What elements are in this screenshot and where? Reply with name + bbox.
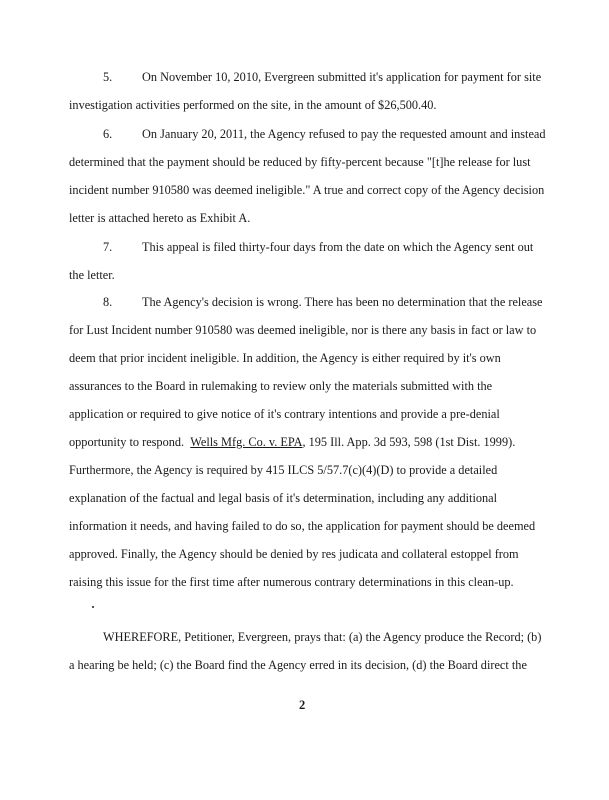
paragraph-5-first-line: On November 10, 2010, Evergreen submitted it's application for payment for site <box>142 70 542 84</box>
paragraph-8-line: approved. Finally, the Agency should be denied by res judicata and collateral estoppel from <box>69 547 519 561</box>
paragraph-8-line: for Lust Incident number 910580 was deemed ineligible, nor is there any basis in fact or law to <box>69 323 537 337</box>
page-number: 2 <box>299 698 306 712</box>
paragraph-8-line: information it needs, and having failed to do so, the application for payment should be deemed <box>69 519 536 533</box>
paragraph-7-number: 7. <box>103 240 113 254</box>
wherefore-second-line: a hearing be held; (c) the Board find the Agency erred in its decision, (d) the Board direct the <box>69 658 527 672</box>
paragraph-5-number: 5. <box>103 70 113 84</box>
case-citation-name: Wells Mfg. Co. v. EPA <box>190 435 303 449</box>
paragraph-8-line: explanation of the factual and legal basis of it's determination, including any additional <box>69 491 498 505</box>
paragraph-5-line: investigation activities performed on the site, in the amount of $26,500.40. <box>69 98 437 112</box>
paragraph-8-line: deem that prior incident ineligible. In addition, the Agency is either required by it's own <box>69 351 501 365</box>
paragraph-8-citation-line <box>69 435 515 449</box>
paragraph-6-number: 6. <box>103 127 113 141</box>
paragraph-6-line: determined that the payment should be reduced by fifty-percent because "[t]he release for lust <box>69 155 531 169</box>
paragraph-8-line-text: opportunity to respond. <box>69 435 185 449</box>
paragraph-8-line: application or required to give notice of it's contrary intentions and provide a pre-denial <box>69 407 500 421</box>
stray-mark <box>92 606 94 608</box>
paragraph-8-line: Furthermore, the Agency is required by 415 ILCS 5/57.7(c)(4)(D) to provide a detailed <box>69 463 498 477</box>
case-citation-reference: , 195 Ill. App. 3d 593, 598 (1st Dist. 1999). <box>302 435 516 449</box>
paragraph-7-first-line: This appeal is filed thirty-four days from the date on which the Agency sent out <box>142 240 534 254</box>
paragraph-8-line: assurances to the Board in rulemaking to review only the materials submitted with the <box>69 379 493 393</box>
paragraph-8-number: 8. <box>103 295 113 309</box>
paragraph-6-first-line: On January 20, 2011, the Agency refused to pay the requested amount and instead <box>142 127 546 141</box>
paragraph-6-line: incident number 910580 was deemed ineligible." A true and correct copy of the Agency decision <box>69 183 545 197</box>
paragraph-8-first-line: The Agency's decision is wrong. There has been no determination that the release <box>142 295 543 309</box>
paragraph-8-line: raising this issue for the first time after numerous contrary determinations in this clean-up. <box>69 575 514 589</box>
wherefore-first-line: WHEREFORE, Petitioner, Evergreen, prays that: (a) the Agency produce the Record; (b) <box>103 630 542 644</box>
paragraph-6-line: letter is attached hereto as Exhibit A. <box>69 211 251 225</box>
paragraph-7-line: the letter. <box>69 268 115 282</box>
